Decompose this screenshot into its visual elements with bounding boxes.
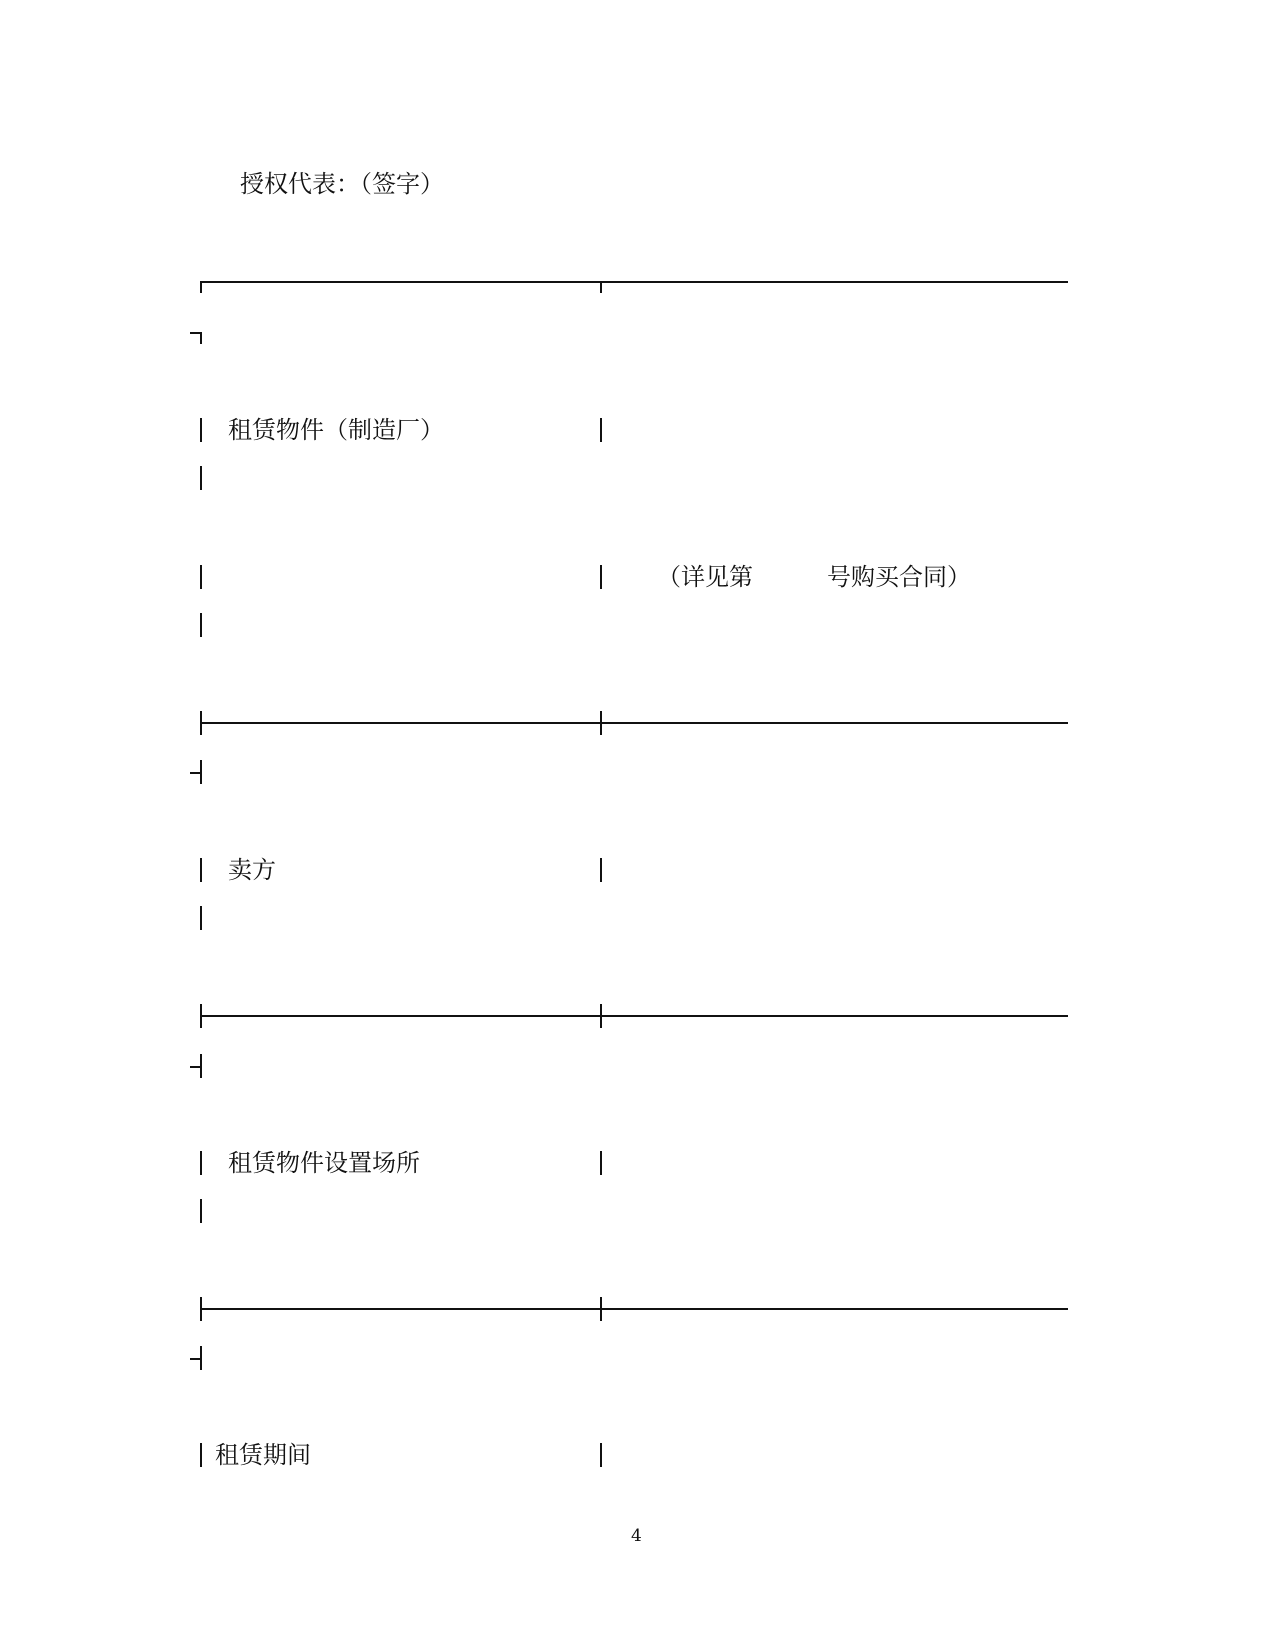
row-mid-border	[600, 418, 602, 442]
row-divider	[200, 722, 1068, 724]
row-left-border	[200, 1199, 202, 1223]
row-divider	[200, 1308, 1068, 1310]
row-label: 卖方	[228, 856, 276, 884]
table-corner-tl	[200, 281, 202, 293]
row-divider	[200, 1015, 1068, 1017]
row-left-border	[200, 613, 202, 637]
row-left-border	[200, 1443, 202, 1467]
row-left-border	[200, 565, 202, 589]
row-divider-left	[200, 711, 202, 735]
row-mid-border	[600, 565, 602, 589]
row-divider-right-v	[200, 1054, 202, 1078]
row-divider-left	[200, 1297, 202, 1321]
row-label: 租赁物件设置场所	[228, 1149, 420, 1177]
row-label: 租赁物件（制造厂）	[228, 416, 444, 444]
row-divider-mid	[600, 1297, 602, 1321]
row-left-border	[200, 858, 202, 882]
row-left-border	[200, 466, 202, 490]
row-mid-border	[600, 1151, 602, 1175]
row-mid-border	[600, 1443, 602, 1467]
table-corner-tr-v	[200, 332, 202, 344]
row-value-prefix: （详见第	[657, 563, 753, 591]
table-junction-top	[600, 281, 602, 293]
row-divider-mid	[600, 711, 602, 735]
row-left-border	[200, 906, 202, 930]
row-mid-border	[600, 858, 602, 882]
row-value-suffix: 号购买合同）	[827, 563, 971, 591]
table-top-border	[200, 281, 1068, 283]
row-left-border	[200, 418, 202, 442]
row-divider-mid	[600, 1004, 602, 1028]
row-label: 租赁期间	[215, 1441, 311, 1469]
page-number: 4	[631, 1526, 642, 1546]
row-left-border	[200, 1151, 202, 1175]
row-divider-right-v	[200, 1346, 202, 1370]
signature-line: 授权代表：（签字）	[240, 170, 444, 198]
row-divider-left	[200, 1004, 202, 1028]
row-divider-right-v	[200, 760, 202, 784]
